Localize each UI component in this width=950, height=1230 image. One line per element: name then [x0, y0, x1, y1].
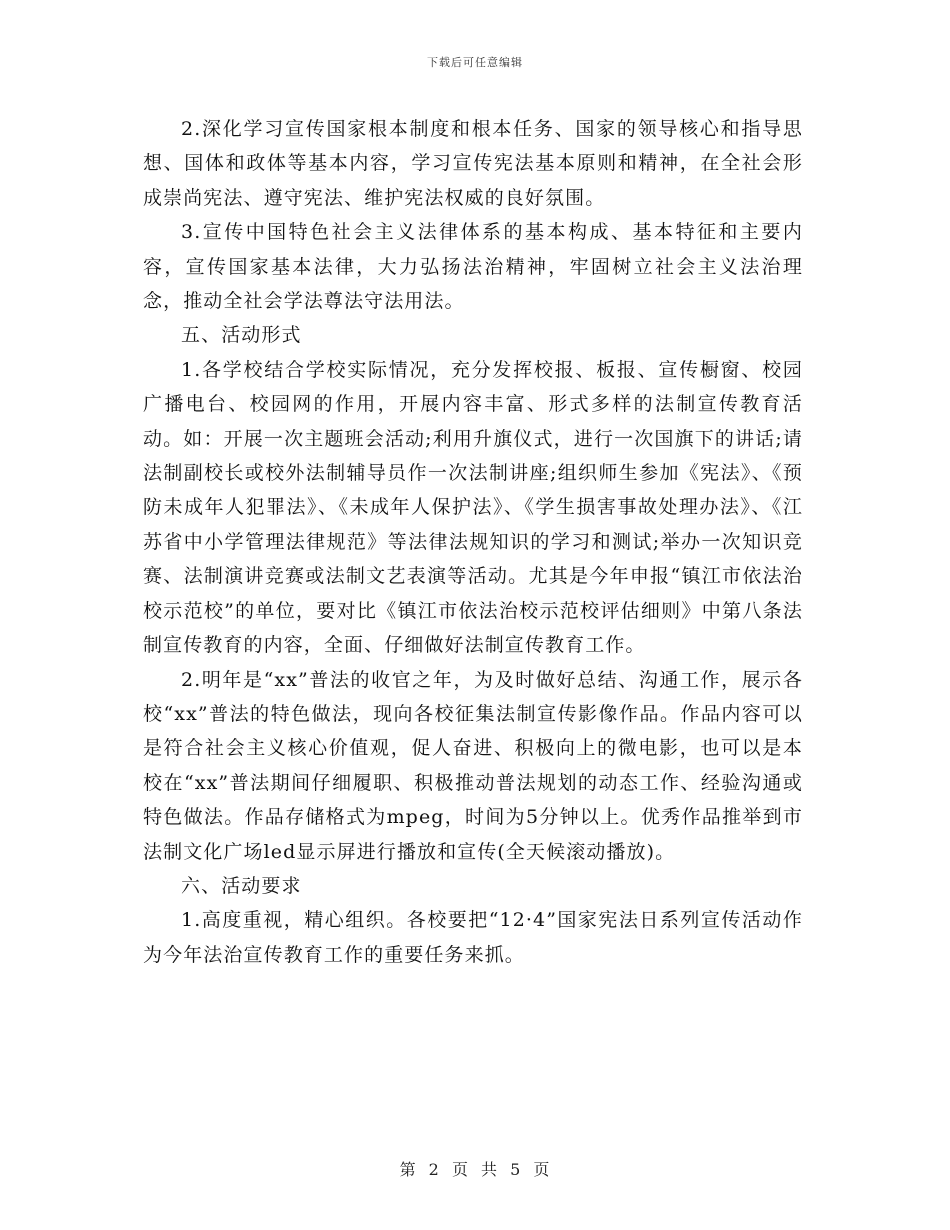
document-body: [143, 112, 803, 972]
paragraph-requirements-1: 1.高度重视，精心组织。各校要把“12·4”国家宪法日系列宣传活动作为今年法治宣传教育工作的重要任务来抓。: [143, 909, 803, 966]
paragraph-3-legal-system: 3.宣传中国特色社会主义法律体系的基本构成、基本特征和主要内容，宣传国家基本法律，大力弘扬法治精神，牢固树立社会主义法治理念，推动全社会学法尊法守法用法。: [143, 221, 803, 313]
page-number-footer: 第 2 页 共 5 页: [399, 1160, 551, 1179]
section-heading-activity-requirements: 六、活动要求: [181, 874, 302, 897]
section-heading-activity-form: 五、活动形式: [181, 324, 302, 347]
paragraph-activity-form-2: 2.明年是“xx”普法的收官之年，为及时做好总结、沟通工作，展示各校“xx”普法的特色做法，现向各校征集法制宣传影像作品。作品内容可以是符合社会主义核心价值观，促人奋进、积极向上的微电影，也可以是本校在“xx”普法期间仔细履职、积极推动普法规划的动态工作、经验沟通或特色做法。作品存储格式为mpeg，时间为5分钟以上。优秀作品推举到市法制文化广场led显示屏进行播放和宣传(全天候滚动播放)。: [143, 668, 803, 863]
paragraph-2-constitution-study: 2.深化学习宣传国家根本制度和根本任务、国家的领导核心和指导思想、国体和政体等基本内容，学习宣传宪法基本原则和精神，在全社会形成崇尚宪法、遵守宪法、维护宪法权威的良好氛围。: [143, 118, 803, 209]
paragraph-activity-form-1: 1.各学校结合学校实际情况，充分发挥校报、板报、宣传橱窗、校园广播电台、校园网的作用，开展内容丰富、形式多样的法制宣传教育活动。如：开展一次主题班会活动;利用升旗仪式，进行一次国旗下的讲话;请法制副校长或校外法制辅导员作一次法制讲座;组织师生参加《宪法》、《预防未成年人犯罪法》、《未成年人保护法》、《学生损害事故处理办法》、《江苏省中小学管理法律规范》等法律法规知识的学习和测试;举办一次知识竞赛、法制演讲竞赛或法制文艺表演等活动。尤其是今年申报“镇江市依法治校示范校”的单位，要对比《镇江市依法治校示范校评估细则》中第八条法制宣传教育的内容，全面、仔细做好法制宣传教育工作。: [143, 358, 803, 657]
header-note: 下载后可任意编辑: [427, 56, 523, 69]
